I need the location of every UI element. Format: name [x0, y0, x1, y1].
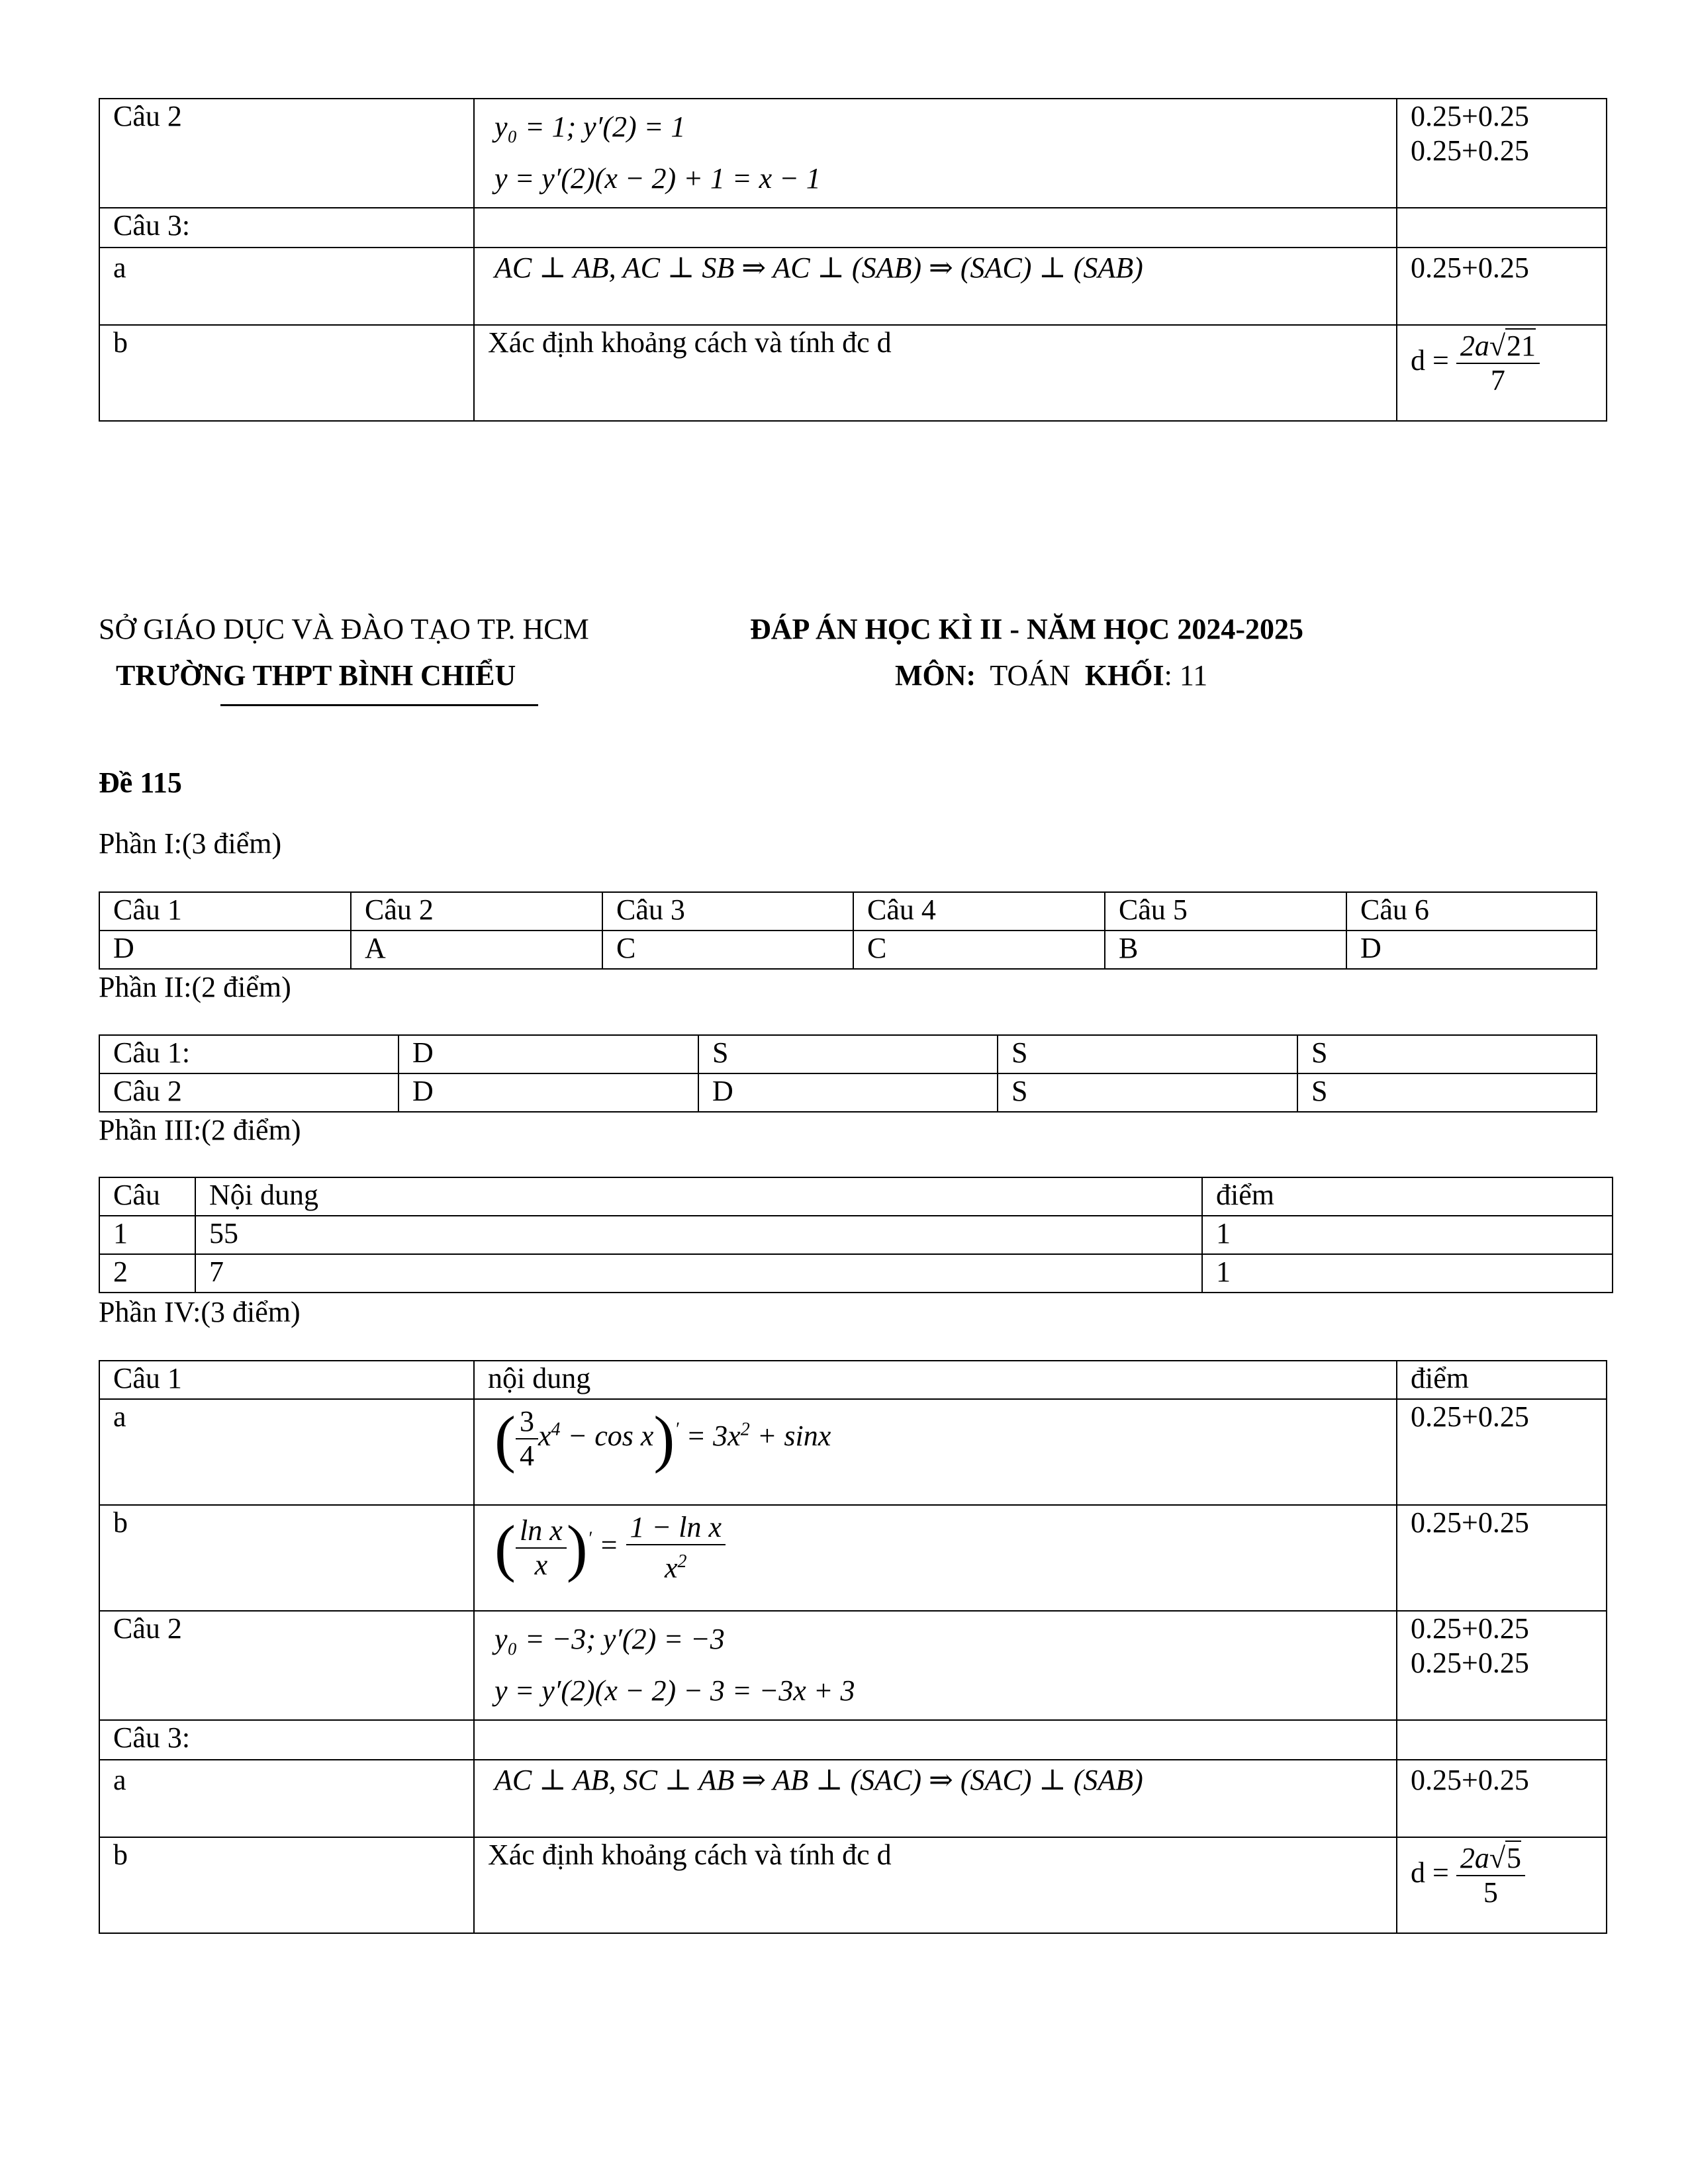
part4-title: Phần IV:(3 điểm) — [99, 1296, 301, 1328]
row-label: Câu 3: — [99, 1720, 474, 1760]
answer-cell: S — [698, 1035, 998, 1073]
top-answer-table — [99, 98, 1607, 422]
answer-cell: S — [1297, 1073, 1597, 1112]
question-label: Câu 2 — [99, 1073, 399, 1112]
answer-cell: D — [99, 931, 351, 969]
content-cell: Xác định khoảng cách và tính đc d — [474, 1837, 1397, 1933]
score-cell: 1 — [1202, 1216, 1613, 1254]
header-cell: điểm — [1397, 1361, 1607, 1399]
row-label: Câu 2 — [99, 1611, 474, 1720]
answer-cell: B — [1105, 931, 1346, 969]
score-cell: 0.25+0.25 — [1397, 1760, 1607, 1837]
part4-table — [99, 1360, 1607, 1934]
question-number: 1 — [99, 1216, 195, 1254]
answer-cell: 7 — [195, 1254, 1202, 1293]
content-cell — [474, 1505, 1397, 1611]
content-cell — [474, 1611, 1397, 1720]
row-label: b — [99, 1505, 474, 1611]
header-cell: Câu 4 — [853, 892, 1105, 931]
question-label: Câu 1: — [99, 1035, 399, 1073]
score-cell: 1 — [1202, 1254, 1613, 1293]
fraction-numerator: 2a — [1460, 1842, 1489, 1874]
score-cell — [1397, 208, 1607, 248]
score-prefix: d = — [1411, 344, 1449, 377]
answer-cell: S — [1297, 1035, 1597, 1073]
derivative-formula: ( $\frac{\text{ln x}}{x}$ )′ = $\frac{\text{1 − ln x}}{x^2}$ — [494, 1529, 726, 1561]
content-cell — [474, 1399, 1397, 1505]
answer-cell: S — [998, 1035, 1297, 1073]
fraction-denominator: 5 — [1483, 1876, 1498, 1909]
part2-title: Phần II:(2 điểm) — [99, 971, 291, 1003]
score-text: 0.25+0.25 — [1411, 100, 1529, 132]
row-label: Câu 2 — [99, 99, 474, 208]
formula-line: AC ⊥ AB, SC ⊥ AB ⇒ AB ⊥ (SAC) ⇒ (SAC) ⊥ (SAB) — [494, 1764, 1143, 1796]
score-prefix: d = — [1411, 1856, 1449, 1889]
header-cell: Câu 5 — [1105, 892, 1346, 931]
question-number: 2 — [99, 1254, 195, 1293]
score-cell — [1397, 1837, 1607, 1933]
row-label: a — [99, 1760, 474, 1837]
row-label: Câu 3: — [99, 208, 474, 248]
header-cell: Câu 2 — [351, 892, 602, 931]
part3-table — [99, 1177, 1613, 1293]
answer-cell: D — [698, 1073, 998, 1112]
answer-key-title: ĐÁP ÁN HỌC KÌ II - NĂM HỌC 2024-2025 — [750, 613, 1303, 645]
row-label: b — [99, 1837, 474, 1933]
answer-cell: D — [399, 1035, 698, 1073]
part1-table — [99, 891, 1597, 970]
answer-cell: C — [853, 931, 1105, 969]
part3-title: Phần III:(2 điểm) — [99, 1114, 301, 1146]
header-cell: Câu 6 — [1346, 892, 1597, 931]
score-cell — [1397, 325, 1607, 421]
content-cell — [474, 99, 1397, 208]
fraction: $\frac{2a√21}{7}$ — [1456, 330, 1540, 397]
header-cell: Câu — [99, 1177, 195, 1216]
header-cell: Nội dung — [195, 1177, 1202, 1216]
header-cell: Câu 3 — [602, 892, 853, 931]
radicand: 5 — [1506, 1842, 1521, 1874]
formula-line: AC ⊥ AB, AC ⊥ SB ⇒ AC ⊥ (SAB) ⇒ (SAC) ⊥ (SAB) — [494, 251, 1143, 284]
fraction-denominator: 7 — [1490, 364, 1505, 396]
row-label: a — [99, 1399, 474, 1505]
header-cell: Câu 1 — [99, 892, 351, 931]
answer-cell: D — [1346, 931, 1597, 969]
answer-cell: A — [351, 931, 602, 969]
radicand: 21 — [1506, 330, 1536, 362]
score-cell — [1397, 1720, 1607, 1760]
score-text: 0.25+0.25 — [1411, 1612, 1529, 1645]
part1-title: Phần I:(3 điểm) — [99, 827, 282, 860]
formula-line: y₀ = −3; y′(2) = −3 — [494, 1623, 725, 1655]
row-label: a — [99, 248, 474, 325]
answer-cell: C — [602, 931, 853, 969]
score-cell: 0.25+0.25 — [1397, 248, 1607, 325]
content-cell — [474, 1760, 1397, 1837]
school-underline — [220, 704, 538, 706]
answer-cell: D — [399, 1073, 698, 1112]
content-cell — [474, 248, 1397, 325]
answer-cell: 55 — [195, 1216, 1202, 1254]
derivative-formula: ( $\frac{3}{4}$ $x^4 - \cos x)' = 3x^2 + \sin x$ — [494, 1403, 831, 1474]
header-cell: điểm — [1202, 1177, 1613, 1216]
formula-line: y₀ = 1; y′(2) = 1 — [494, 111, 686, 143]
fraction: $\frac{2a√5}{5}$ — [1456, 1842, 1525, 1909]
score-cell: 0.25+0.25 — [1397, 1505, 1607, 1611]
header-cell: Câu 1 — [99, 1361, 474, 1399]
score-cell — [1397, 1611, 1607, 1720]
score-cell — [1397, 99, 1607, 208]
school-name: TRƯỜNG THPT BÌNH CHIỂU — [116, 659, 516, 692]
content-cell: Xác định khoảng cách và tính đc d — [474, 325, 1397, 421]
formula-line: y = y′(2)(x − 2) + 1 = x − 1 — [494, 162, 821, 195]
score-cell: 0.25+0.25 — [1397, 1399, 1607, 1505]
content-cell — [474, 208, 1397, 248]
content-cell — [474, 1720, 1397, 1760]
row-label: b — [99, 325, 474, 421]
fraction-numerator: 2a — [1460, 330, 1489, 362]
header-cell: nội dung — [474, 1361, 1397, 1399]
subject-line: MÔN: TOÁN KHỐI: 11 — [895, 659, 1208, 692]
score-text: 0.25+0.25 — [1411, 134, 1529, 167]
exam-code: Đề 115 — [99, 766, 182, 799]
score-text: 0.25+0.25 — [1411, 1647, 1529, 1679]
part2-table — [99, 1034, 1597, 1113]
answer-cell: S — [998, 1073, 1297, 1112]
formula-line: y = y′(2)(x − 2) − 3 = −3x + 3 — [494, 1674, 855, 1707]
department-name: SỞ GIÁO DỤC VÀ ĐÀO TẠO TP. HCM — [99, 613, 589, 645]
